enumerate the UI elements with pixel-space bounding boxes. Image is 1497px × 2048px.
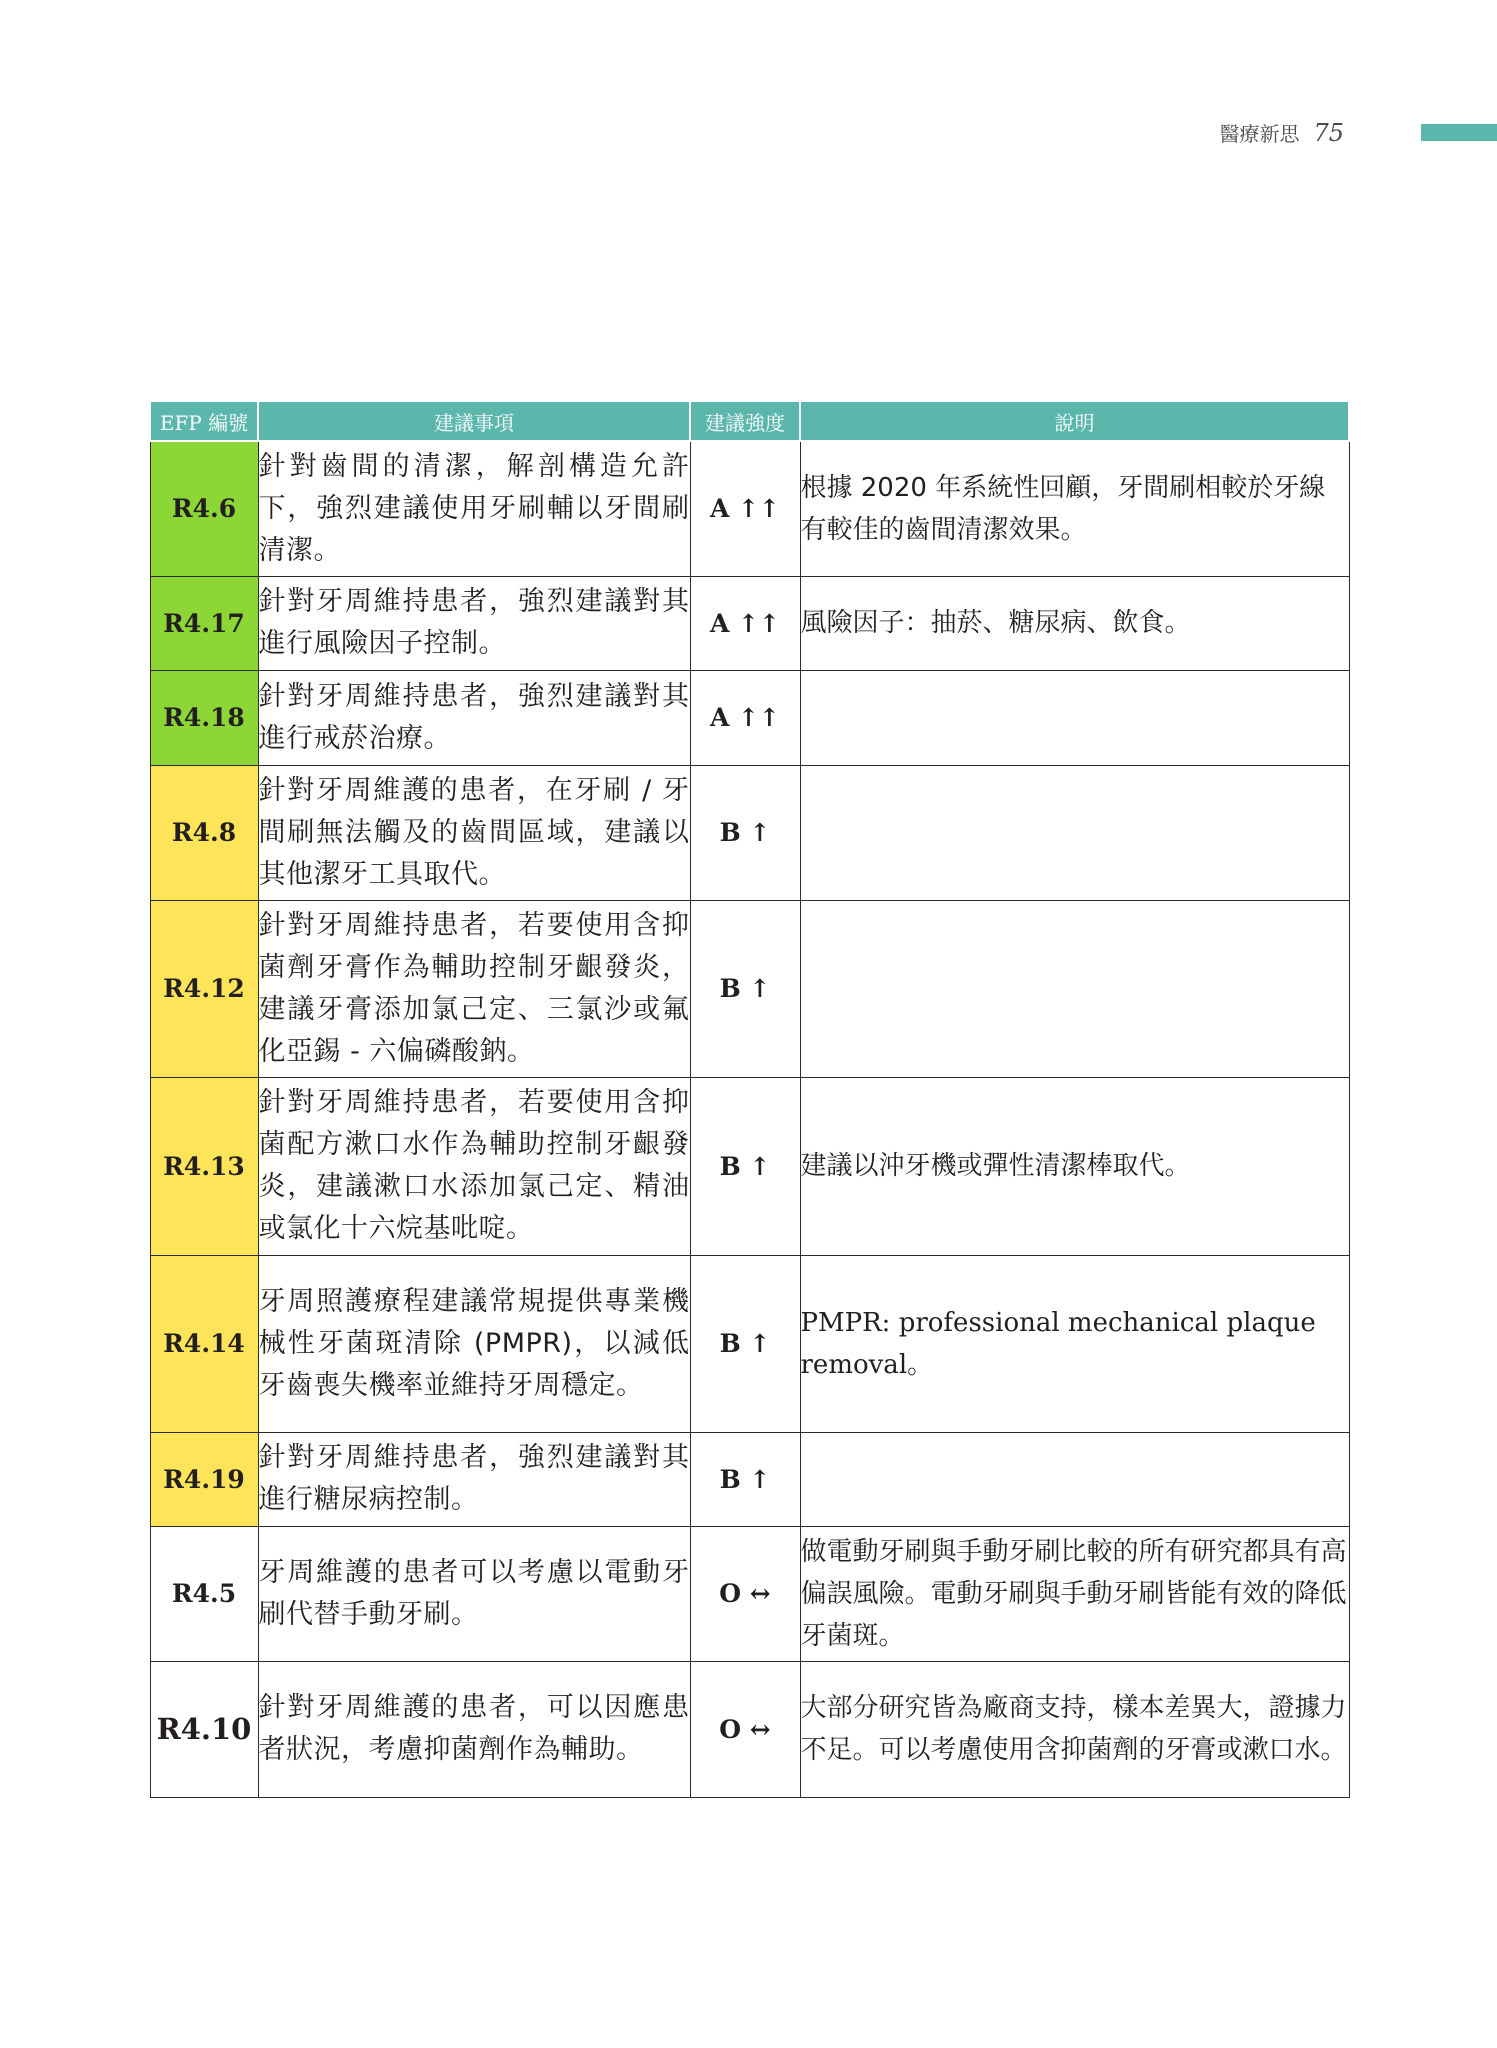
table-row [150,1526,1349,1661]
strength-cell: O ↔ [690,1526,800,1661]
recommendation-cell: 針對牙周維持患者，強烈建議對其進行風險因子控制。 [258,576,690,670]
strength-cell: B ↑ [690,900,800,1077]
table-row [150,1255,1349,1432]
table-row [150,900,1349,1077]
strength-cell: B ↑ [690,1077,800,1255]
recommendation-cell: 針對牙周維持患者，強烈建議對其進行戒菸治療。 [258,670,690,765]
table-row [150,576,1349,670]
table-row [150,1432,1349,1526]
recommendation-cell: 針對牙周維護的患者，在牙刷 / 牙間刷無法觸及的齒間區域，建議以其他潔牙工具取代。 [258,765,690,900]
table-row [150,441,1349,576]
recommendation-cell: 針對牙周維持患者，若要使用含抑菌劑牙膏作為輔助控制牙齦發炎，建議牙膏添加氯己定、三氯沙或氟化亞錫 - 六偏磷酸鈉。 [258,900,690,1077]
explanation-cell: 大部分研究皆為廠商支持，樣本差異大，證據力不足。可以考慮使用含抑菌劑的牙膏或漱口水。 [800,1661,1349,1797]
recommendation-cell: 牙周維護的患者可以考慮以電動牙刷代替手動牙刷。 [258,1526,690,1661]
efp-id-cell: R4.18 [150,670,258,765]
recommendation-cell: 針對齒間的清潔，解剖構造允許下，強烈建議使用牙刷輔以牙間刷清潔。 [258,441,690,576]
explanation-cell [800,765,1349,900]
strength-cell: B ↑ [690,1255,800,1432]
strength-cell: A ↑↑ [690,576,800,670]
chapter-tab-marker [1421,124,1497,141]
table-row [150,1077,1349,1255]
strength-cell: A ↑↑ [690,441,800,576]
efp-id-cell: R4.17 [150,576,258,670]
explanation-cell: 風險因子：抽菸、糖尿病、飲食。 [800,576,1349,670]
explanation-cell: 建議以沖牙機或彈性清潔棒取代。 [800,1077,1349,1255]
column-header-strength: 建議強度 [690,401,800,441]
section-title: 醫療新思 [1219,122,1300,146]
column-header-recommendation: 建議事項 [258,401,690,441]
efp-id-cell: R4.12 [150,900,258,1077]
efp-id-cell: R4.5 [150,1526,258,1661]
efp-id-cell: R4.10 [150,1661,258,1797]
explanation-cell [800,900,1349,1077]
explanation-cell: PMPR: professional mechanical plaque removal。 [800,1255,1349,1432]
recommendation-cell: 針對牙周維持患者，若要使用含抑菌配方漱口水作為輔助控制牙齦發炎，建議漱口水添加氯己定、精油或氯化十六烷基吡啶。 [258,1077,690,1255]
explanation-cell [800,1432,1349,1526]
efp-id-cell: R4.8 [150,765,258,900]
column-header-explanation: 說明 [800,401,1349,441]
recommendation-cell: 牙周照護療程建議常規提供專業機械性牙菌斑清除 (PMPR)，以減低牙齒喪失機率並維持牙周穩定。 [258,1255,690,1432]
recommendation-table [149,400,1350,1798]
strength-cell: A ↑↑ [690,670,800,765]
table-header-row [150,401,1349,441]
recommendation-cell: 針對牙周維持患者，強烈建議對其進行糖尿病控制。 [258,1432,690,1526]
explanation-cell: 做電動牙刷與手動牙刷比較的所有研究都具有高偏誤風險。電動牙刷與手動牙刷皆能有效的降低牙菌斑。 [800,1526,1349,1661]
efp-id-cell: R4.14 [150,1255,258,1432]
column-header-efp-id: EFP 編號 [150,401,258,441]
strength-cell: B ↑ [690,1432,800,1526]
efp-id-cell: R4.13 [150,1077,258,1255]
efp-id-cell: R4.19 [150,1432,258,1526]
recommendation-cell: 針對牙周維護的患者，可以因應患者狀況，考慮抑菌劑作為輔助。 [258,1661,690,1797]
running-head [1219,118,1344,147]
explanation-cell [800,670,1349,765]
table-row [150,670,1349,765]
strength-cell: B ↑ [690,765,800,900]
page-number: 75 [1313,119,1344,147]
efp-id-cell: R4.6 [150,441,258,576]
explanation-cell: 根據 2020 年系統性回顧，牙間刷相較於牙線有較佳的齒間清潔效果。 [800,441,1349,576]
table-row [150,1661,1349,1797]
strength-cell: O ↔ [690,1661,800,1797]
table-row [150,765,1349,900]
